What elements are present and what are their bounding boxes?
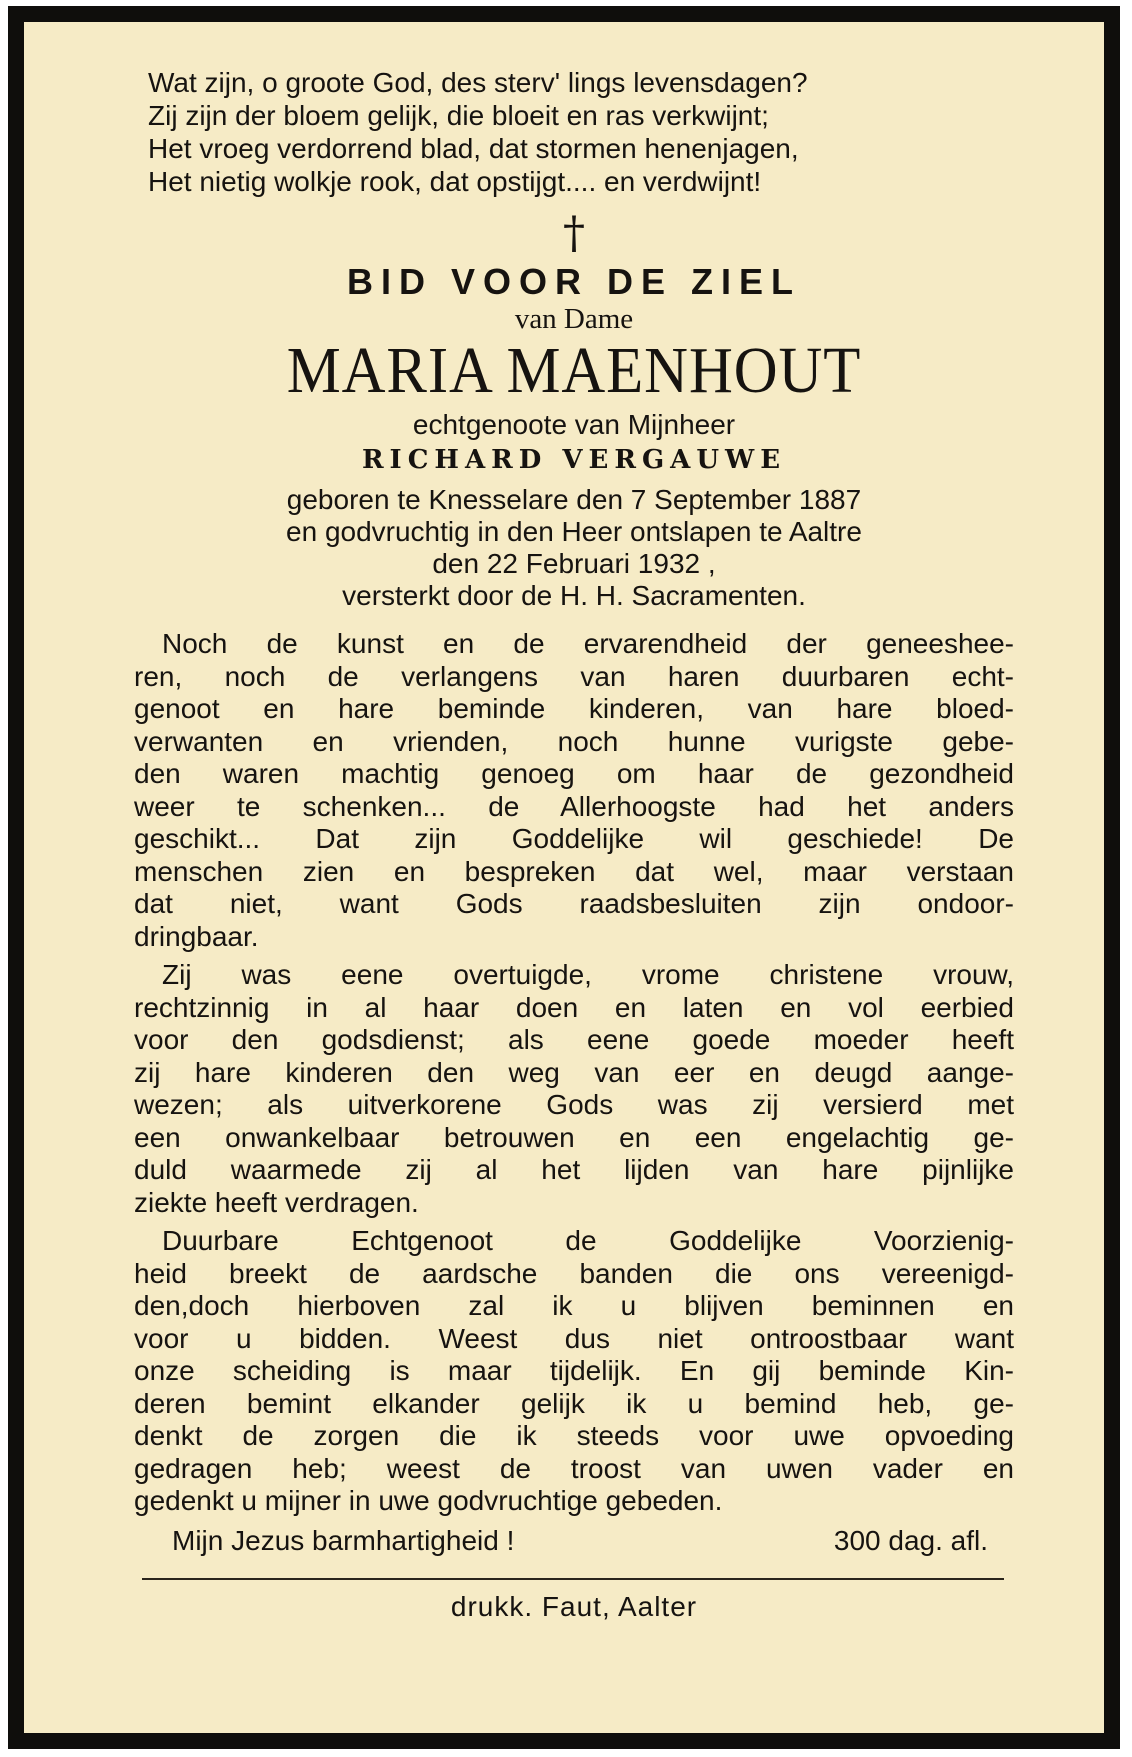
text-line: menschen zien en bespreken dat wel, maar verstaan — [134, 855, 1014, 887]
indulgence-note: 300 dag. afl. — [833, 1524, 988, 1556]
deceased-name: MARIA MAENHOUT — [286, 334, 862, 407]
text-line: voor u bidden. Weest dus niet ontroostbaar want — [134, 1322, 1014, 1354]
text-line: heid breekt de aardsche banden die ons vereenigd- — [134, 1257, 1014, 1289]
opening-poem — [134, 66, 1014, 198]
text-line: den,doch hierboven zal ik u blijven beminnen en — [134, 1290, 1014, 1321]
text-line: gedragen heb; weest de troost van uwen vader en — [134, 1452, 1014, 1484]
text-line: ren, noch de verlangens van haren duurbaren echt- — [134, 660, 1014, 692]
text-line: deren bemint elkander gelijk ik u bemind heb, ge- — [134, 1387, 1014, 1419]
closing-prayer: Mijn Jezus barmhartigheid ! — [172, 1524, 515, 1556]
birth-line: geboren te Knesselare den 7 September 1887 — [286, 484, 862, 515]
memorial-card — [24, 22, 1104, 1733]
paragraph — [134, 1225, 1014, 1518]
text-line: rechtzinnig in al haar doen en laten en vol eerbied — [134, 991, 1014, 1023]
memorial-text — [134, 628, 1014, 1518]
paragraph — [134, 628, 1014, 953]
death-line: en godvruchtig in den Heer ontslapen te Aaltre — [286, 516, 862, 547]
text-line: zij hare kinderen den weg van eer en deugd aange- — [134, 1056, 1014, 1088]
printer-credit: drukk. Faut, Aalter — [450, 1590, 698, 1622]
poem-line: Zij zijn der bloem gelijk, die bloeit en ras verkwijnt; — [148, 100, 769, 131]
text-line: denkt de zorgen die ik steeds voor uwe opvoeding — [134, 1420, 1014, 1451]
closing-line — [134, 1524, 1014, 1560]
text-line: duld waarmede zij al het lijden van hare pijnlijke — [134, 1154, 1014, 1185]
death-date-line: den 22 Februari 1932 , — [432, 548, 716, 579]
cross-icon: † — [563, 208, 585, 259]
spouse-label: echtgenoote van Mijnheer — [412, 409, 736, 440]
text-line: Duurbare Echtgenoot de Goddelijke Voorzienig- — [162, 1225, 1014, 1256]
text-line: verwanten en vrienden, noch hunne vurigste gebe- — [134, 725, 1014, 757]
card-content — [134, 66, 1014, 1624]
poem-line: Wat zijn, o groote God, des sterv' lings levensdagen? — [148, 67, 808, 98]
life-dates — [134, 484, 1014, 612]
text-line: wezen; als uitverkorene Gods was zij versierd met — [134, 1089, 1014, 1120]
text-line: onze scheiding is maar tijdelijk. En gij beminde Kin- — [134, 1355, 1014, 1386]
poem-line: Het vroeg verdorrend blad, dat stormen henenjagen, — [148, 133, 799, 164]
sacraments-line: versterkt door de H. H. Sacramenten. — [342, 580, 806, 611]
text-line: geschikt... Dat zijn Goddelijke wil geschiede! De — [134, 823, 1014, 854]
text-line: weer te schenken... de Allerhoogste had het anders — [134, 790, 1014, 822]
text-line: genoot en hare beminde kinderen, van hare bloed- — [134, 693, 1014, 724]
text-line: dringbaar. — [134, 920, 259, 952]
divider — [142, 1578, 1004, 1580]
text-line: Zij was eene overtuigde, vrome christene vrouw, — [162, 959, 1014, 990]
text-line: den waren machtig genoeg om haar de gezondheid — [134, 758, 1014, 789]
text-line: een onwankelbaar betrouwen en een engelachtig ge- — [134, 1121, 1014, 1153]
text-line: gedenkt u mijner in uwe godvruchtige gebeden. — [134, 1485, 723, 1516]
text-line: dat niet, want Gods raadsbesluiten zijn ondoor- — [134, 888, 1014, 919]
poem-line: Het nietig wolkje rook, dat opstijgt.... en verdwijnt! — [148, 166, 762, 197]
paragraph — [134, 959, 1014, 1219]
text-line: ziekte heeft verdragen. — [134, 1186, 419, 1218]
spouse-name: RICHARD VERGAUWE — [361, 445, 787, 475]
title-of-deceased: van Dame — [514, 303, 634, 335]
text-line: Noch de kunst en de ervarendheid der geneeshee- — [162, 628, 1014, 659]
prayer-heading: BID VOOR DE ZIEL — [346, 261, 802, 302]
text-line: voor den godsdienst; als eene goede moeder heeft — [134, 1024, 1014, 1055]
